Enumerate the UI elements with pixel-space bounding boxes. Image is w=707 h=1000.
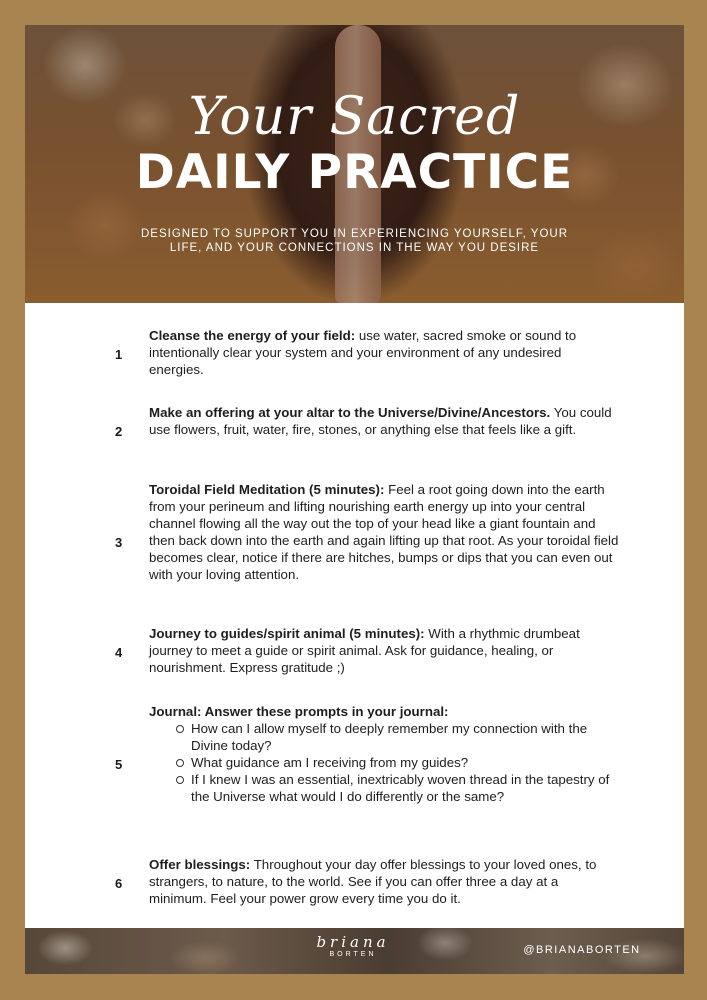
item-body: With a rhythmic drumbeat journey to meet a guide or spirit animal. Ask for guidance, healing, or nourishment. Express gratitude ;) [149, 626, 580, 675]
item-number: 3 [115, 535, 123, 550]
page-title: DAILY PRACTICE [135, 145, 574, 200]
logo-script: briana [316, 933, 390, 951]
item-number: 4 [115, 645, 123, 660]
item-heading: Make an offering at your altar to the Universe/Divine/Ancestors. [149, 405, 551, 420]
item-heading: Offer blessings: [149, 857, 251, 872]
footer-band [25, 928, 684, 974]
item-number: 1 [115, 347, 123, 362]
item-number: 6 [115, 876, 123, 891]
item-number: 2 [115, 424, 123, 439]
item-heading: Toroidal Field Meditation (5 minutes): [149, 482, 385, 497]
prompt-item: What guidance am I receiving from my guides? [191, 754, 619, 771]
item-text [149, 481, 619, 583]
prompt-list [149, 720, 619, 805]
item-text [149, 856, 619, 907]
brand-logo [313, 934, 393, 960]
item-heading: Journal: Answer these prompts in your journal: [149, 704, 449, 719]
item-body: Throughout your day offer blessings to your loved ones, to strangers, to nature, to the world. See if you can offer three a day at a minimum. Feel your power grow every time you do it. [149, 857, 597, 906]
prompt-item: How can I allow myself to deeply remember my connection with the Divine today? [191, 720, 619, 754]
social-handle: @BRIANABORTEN [523, 944, 641, 956]
item-text [149, 703, 619, 805]
item-text [149, 327, 619, 378]
prompt-item: If I knew I was an essential, inextricably woven thread in the tapestry of the Universe what would I do differently or the same? [191, 771, 619, 805]
item-heading: Journey to guides/spirit animal (5 minutes): [149, 626, 425, 641]
item-text [149, 625, 619, 676]
item-text [149, 404, 619, 438]
header-photo [25, 25, 684, 303]
item-body: Feel a root going down into the earth from your perineum and lifting nourishing earth energy up into your central channel flowing all the way out the top of your head like a giant fountain and then back down into the earth and again lifting up that root. As your toroidal field becomes clear, notice if there are hitches, bumps or dips that you can even out with your loving attention. [149, 482, 619, 582]
page-subtitle: DESIGNED TO SUPPORT YOU IN EXPERIENCING YOURSELF, YOUR LIFE, AND YOUR CONNECTIONS IN THE WAY YOU DESIRE [141, 228, 568, 254]
item-body: You could use flowers, fruit, water, fire, stones, or anything else that feels like a gift. [149, 405, 612, 437]
item-number: 5 [115, 757, 123, 772]
document-page [25, 25, 684, 974]
logo-subtext: BORTEN [329, 951, 377, 958]
practice-list [25, 303, 684, 928]
item-heading: Cleanse the energy of your field: [149, 328, 356, 343]
item-body: use water, sacred smoke or sound to intentionally clear your system and your environment of any undesired energies. [149, 328, 577, 377]
script-title: Your Sacred [188, 87, 521, 147]
